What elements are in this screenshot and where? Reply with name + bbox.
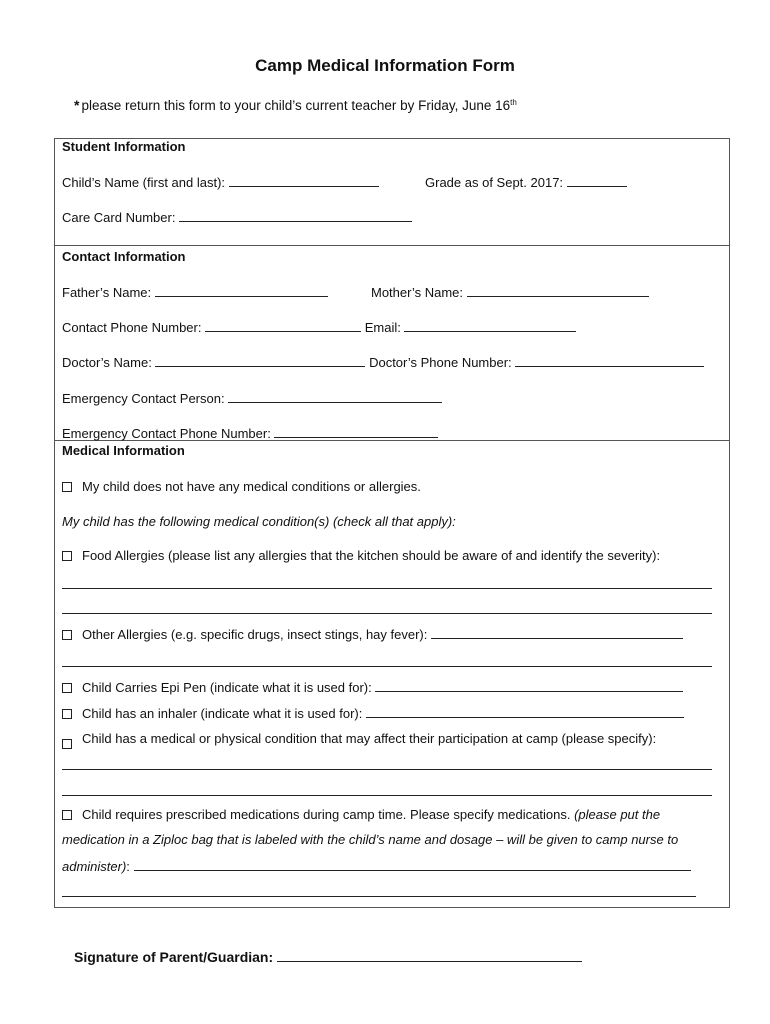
emergency-phone-label: Emergency Contact Phone Number: [62,426,271,441]
grade-row [425,174,627,190]
other-allergies-label: Other Allergies (e.g. specific drugs, insect stings, hay fever): [82,627,428,642]
medications-admin-row [62,858,691,874]
grade-label: Grade as of Sept. 2017: [425,175,564,190]
contact-info-heading: Contact Information [62,249,186,264]
father-name-field[interactable] [155,284,328,297]
contact-phone-field[interactable] [205,319,361,332]
epi-pen-field[interactable] [375,679,683,692]
inhaler-checkbox[interactable] [62,709,72,719]
condition-checkbox[interactable] [62,739,72,749]
medications-note-2: medication in a Ziploc bag that is labeled with the child’s name and dosage – will be given to camp nurse to [62,832,679,847]
condition-line[interactable] [62,795,712,796]
signature-row [74,947,582,965]
medications-colon: : [126,859,130,874]
medications-note-1: (please put the [574,807,661,822]
care-card-field[interactable] [179,209,412,222]
doctor-row [62,354,704,370]
food-allergies-checkbox[interactable] [62,551,72,561]
other-allergies-checkbox[interactable] [62,630,72,640]
food-allergies-row [62,548,660,563]
food-allergies-line[interactable] [62,588,712,589]
phone-row [62,319,576,335]
food-allergies-line[interactable] [62,613,712,614]
doctor-name-field[interactable] [155,354,365,367]
condition-label: Child has a medical or physical condition that may affect their participation at camp (please specify): [82,731,657,746]
return-note-text: please return this form to your child’s current teacher by Friday, June 16 [81,98,511,113]
signature-field[interactable] [277,947,582,962]
inhaler-field[interactable] [366,705,684,718]
email-label: Email: [364,320,401,335]
return-note-sup: th [510,98,517,107]
section-divider [54,245,730,246]
no-conditions-checkbox[interactable] [62,482,72,492]
child-name-row [62,174,379,190]
mother-row [371,284,649,300]
other-allergies-field[interactable] [431,626,683,639]
doctor-phone-field[interactable] [515,354,704,367]
has-conditions-text: My child has the following medical condition(s) (check all that apply): [62,514,456,529]
contact-phone-label: Contact Phone Number: [62,320,202,335]
medications-label: Child requires prescribed medications during camp time. Please specify medications. [82,807,571,822]
emergency-phone-row [62,425,438,441]
other-allergies-line[interactable] [62,666,712,667]
doctor-phone-label: Doctor’s Phone Number: [369,355,512,370]
no-conditions-label: My child does not have any medical conditions or allergies. [82,479,421,494]
food-allergies-label: Food Allergies (please list any allergies that the kitchen should be aware of and identify the severity): [82,548,661,563]
mother-name-field[interactable] [467,284,649,297]
form-title: Camp Medical Information Form [255,56,515,75]
emergency-phone-field[interactable] [274,425,438,438]
grade-field[interactable] [567,174,627,187]
medications-note-3: administer) [62,859,127,874]
child-name-label: Child’s Name (first and last): [62,175,226,190]
care-card-label: Care Card Number: [62,210,176,225]
no-conditions-row [62,479,421,494]
father-name-label: Father’s Name: [62,285,152,300]
emergency-person-field[interactable] [228,390,442,403]
epi-pen-row [62,679,683,695]
father-row [62,284,328,300]
emergency-person-row [62,390,442,406]
medications-row [62,807,660,822]
signature-label: Signature of Parent/Guardian: [74,949,274,965]
medications-field[interactable] [134,858,691,871]
other-allergies-row [62,626,683,642]
epi-pen-checkbox[interactable] [62,683,72,693]
return-note [74,97,517,113]
medications-line[interactable] [62,896,696,897]
email-field[interactable] [404,319,576,332]
doctor-name-label: Doctor’s Name: [62,355,152,370]
epi-pen-label: Child Carries Epi Pen (indicate what it is used for): [82,680,372,695]
inhaler-row [62,705,684,721]
condition-row [62,731,656,749]
condition-line[interactable] [62,769,712,770]
emergency-person-label: Emergency Contact Person: [62,391,225,406]
medical-info-heading: Medical Information [62,443,185,458]
mother-name-label: Mother’s Name: [371,285,463,300]
care-card-row [62,209,412,225]
inhaler-label: Child has an inhaler (indicate what it is used for): [82,706,363,721]
medications-checkbox[interactable] [62,810,72,820]
child-name-field[interactable] [229,174,379,187]
student-info-heading: Student Information [62,139,186,154]
asterisk: * [74,97,80,113]
